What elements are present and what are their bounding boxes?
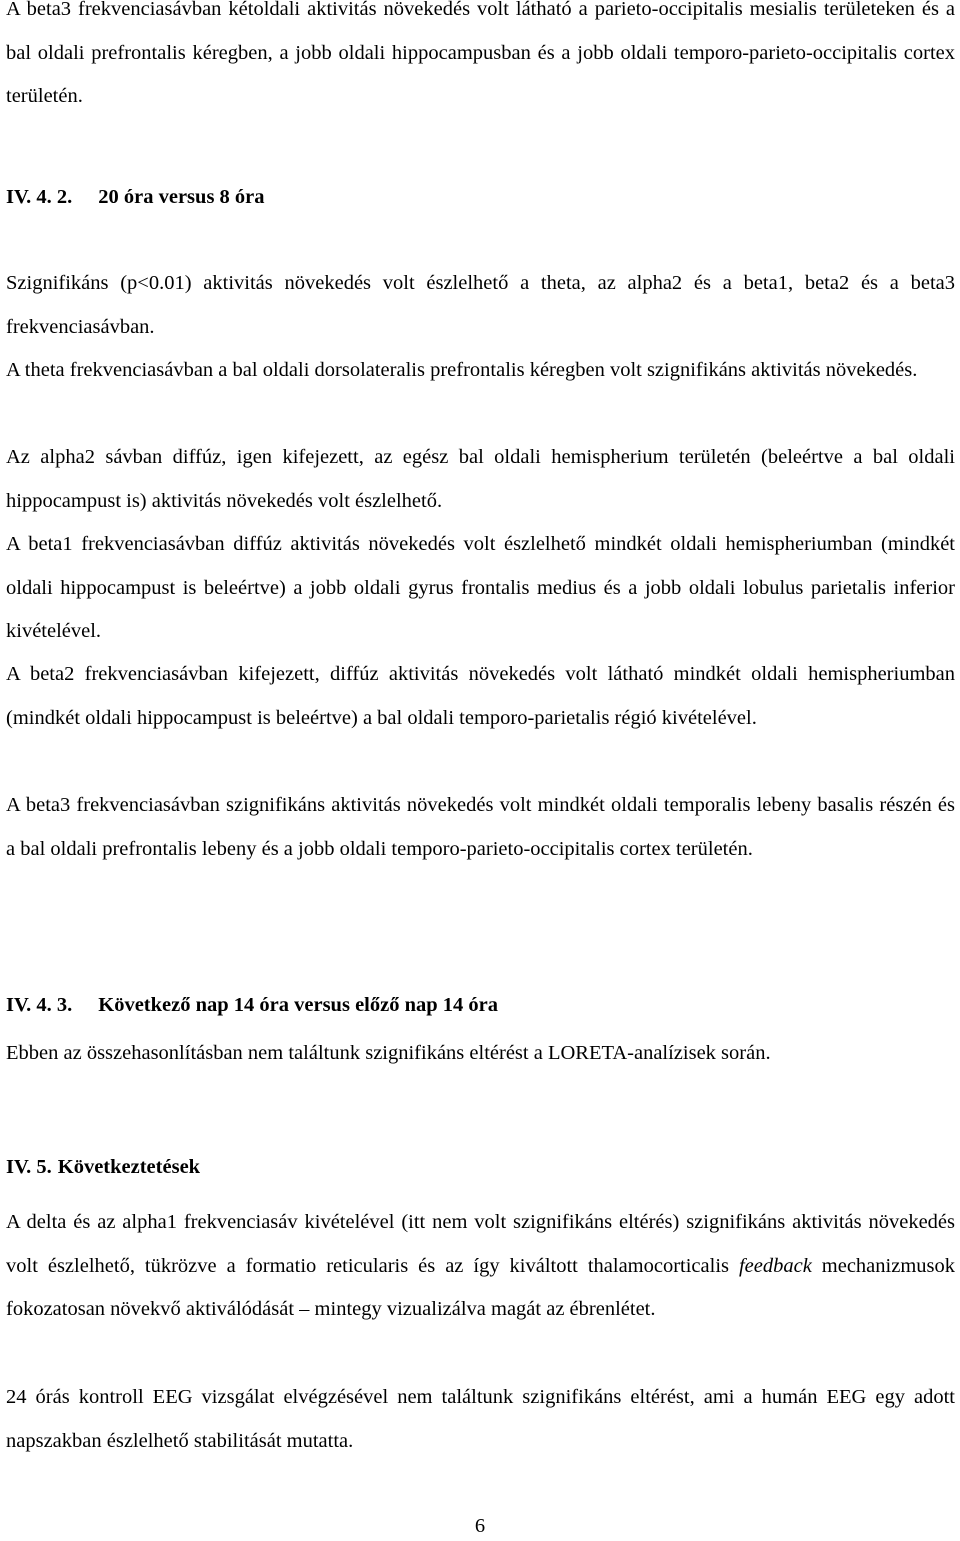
conclusions-text-end: mechanizmusok fokozatosan növekvő aktiválódását – mintegy vizualizálva magát az ébrenlétet. <box>6 1254 955 1321</box>
paragraph-conclusions <box>6 1201 955 1332</box>
paragraph-control-eeg: 24 órás kontroll EEG vizsgálat elvégzésével nem találtunk szignifikáns eltérést, ami a humán EEG egy adott napszakban észlelhető stabilitását mutatta. <box>6 1386 955 1452</box>
page-number: 6 <box>474 1515 486 1537</box>
section-heading-4-2 <box>6 182 265 212</box>
section-title: 20 óra versus 8 óra <box>98 186 265 208</box>
paragraph-alpha2: Az alpha2 sávban diffúz, igen kifejezett, az egész bal oldali hemispherium területén (beleértve a bal oldali hippocampust is) aktivitás növekedés volt észlelhető. <box>6 446 955 512</box>
paragraph-theta: A theta frekvenciasávban a bal oldali dorsolateralis prefrontalis kéregben volt szignifikáns aktivitás növekedés. <box>6 359 918 381</box>
section-title: Következő nap 14 óra versus előző nap 14 óra <box>98 994 498 1016</box>
section-title: Következtetések <box>57 1156 201 1178</box>
section-heading-5 <box>6 1152 200 1182</box>
paragraph-beta3-previous: A beta3 frekvenciasávban kétoldali aktivitás növekedés volt látható a parieto-occipitalis mesialis területeken és a bal oldali prefrontalis kéregben, a jobb oldali hippocampusban és a jobb oldali temporo-parieto-occipitalis cortex területén. <box>6 0 955 108</box>
paragraph-comparison: Ebben az összehasonlításban nem találtunk szignifikáns eltérést a LORETA-analízisek során. <box>6 1042 771 1064</box>
paragraph-significance: Szignifikáns (p<0.01) aktivitás növekedés volt észlelhető a theta, az alpha2 és a beta1, beta2 és a beta3 frekvenciasávban. <box>6 272 955 338</box>
paragraph-beta3: A beta3 frekvenciasávban szignifikáns aktivitás növekedés volt mindkét oldali temporalis lebeny basalis részén és a bal oldali prefrontalis lebeny és a jobb oldali temporo-parieto-occipitalis cortex területén. <box>6 794 955 860</box>
conclusions-italic-term: feedback <box>738 1254 812 1277</box>
conclusions-text-start: A delta és az alpha1 frekvenciasáv kivételével (itt nem volt szignifikáns eltérés) szignifikáns aktivitás növekedés volt észlelhető, tükrözve a formatio reticularis és az így kiváltott thalamocorticalis <box>6 1211 955 1277</box>
section-number: IV. 4. 3. <box>6 994 73 1016</box>
section-heading-4-3 <box>6 990 498 1020</box>
section-number: IV. 5. <box>6 1156 52 1178</box>
section-number: IV. 4. 2. <box>6 186 73 208</box>
paragraph-beta1: A beta1 frekvenciasávban diffúz aktivitás növekedés volt észlelhető mindkét oldali hemispheriumban (mindkét oldali hippocampust is beleértve) a jobb oldali gyrus frontalis medius és a jobb oldali lobulus parietalis inferior kivételével. <box>6 533 955 643</box>
paragraph-beta2: A beta2 frekvenciasávban kifejezett, diffúz aktivitás növekedés volt látható mindkét oldali hemispheriumban (mindkét oldali hippocampust is beleértve) a bal oldali temporo-parietalis régió kivételével. <box>6 663 955 729</box>
